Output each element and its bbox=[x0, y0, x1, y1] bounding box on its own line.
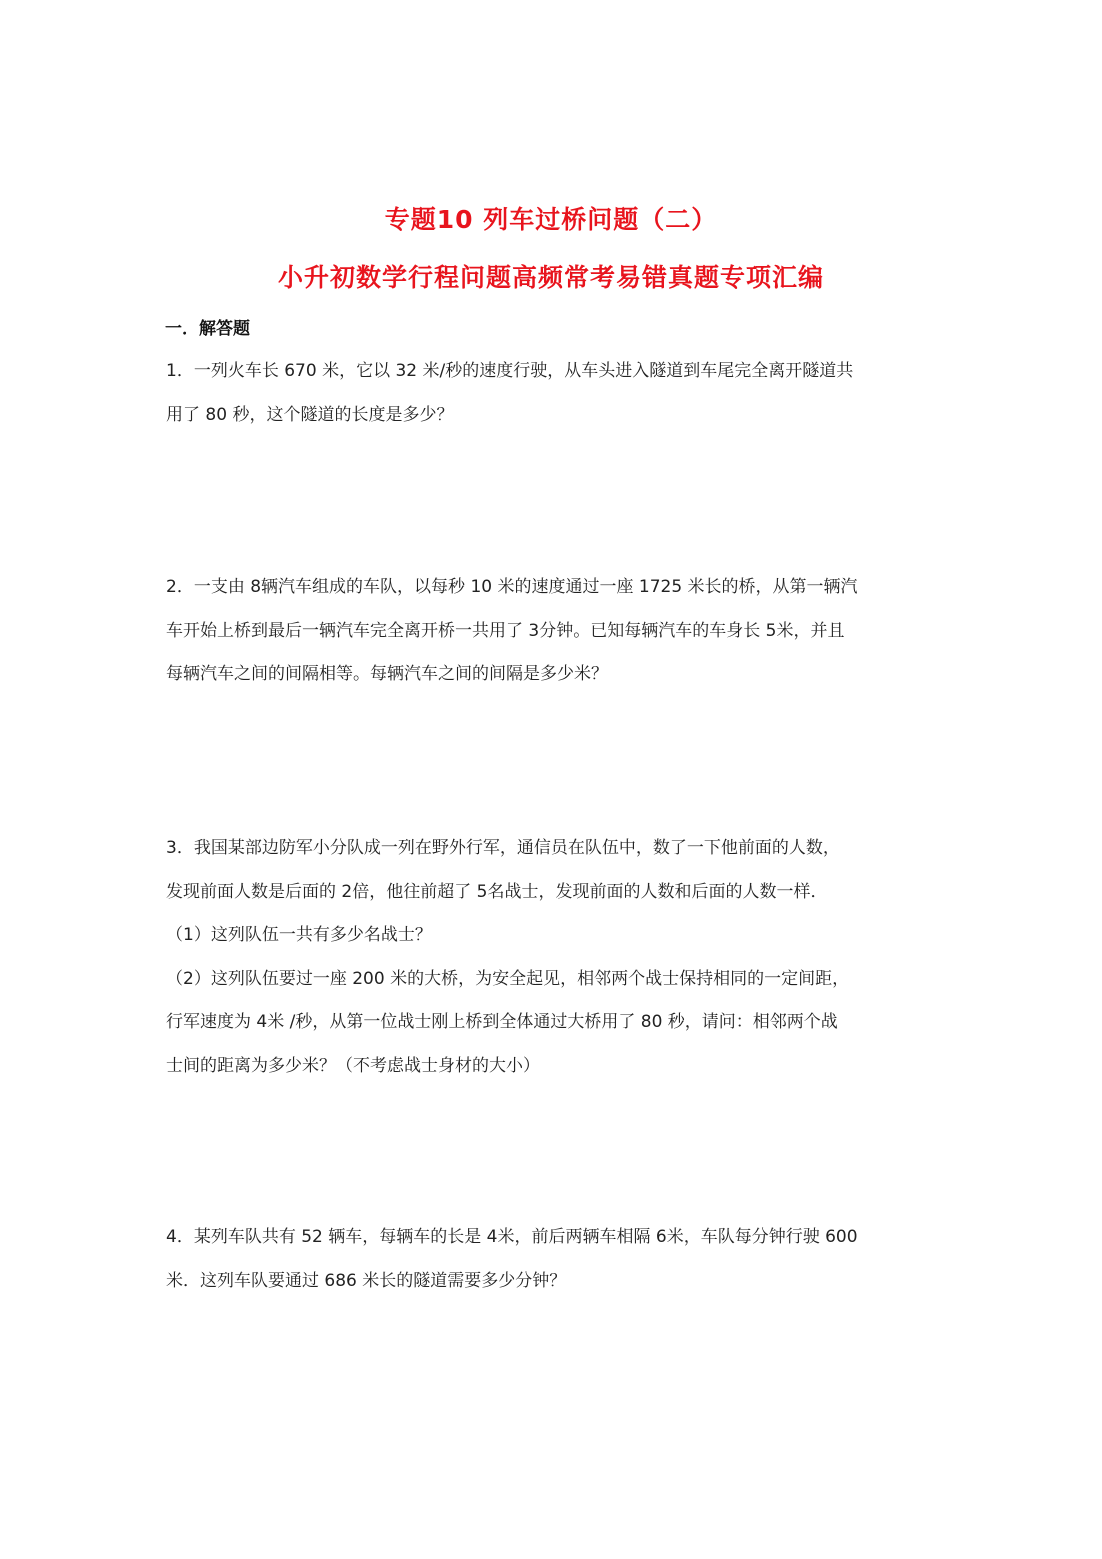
question-line: 3．我国某部边防军小分队成一列在野外行军，通信员在队伍中，数了一下他前面的人数， bbox=[166, 838, 840, 858]
question-line: 用了 80 秒，这个隧道的长度是多少？ bbox=[166, 404, 454, 425]
question-line: 每辆汽车之间的间隔相等。每辆汽车之间的间隔是多少米？ bbox=[166, 664, 608, 684]
section-heading: 一．解答题 bbox=[165, 319, 250, 339]
question-4 bbox=[166, 1216, 942, 1303]
question-line: 车开始上桥到最后一辆汽车完全离开桥一共用了 3分钟。已知每辆汽车的车身长 5米，并且 bbox=[166, 620, 845, 641]
question-line: 发现前面人数是后面的 2倍，他往前超了 5名战士，发现前面的人数和后面的人数一样． bbox=[166, 881, 828, 902]
question-subpart: （2）这列队伍要过一座 200 米的大桥，为安全起见，相邻两个战士保持相同的一定间距， bbox=[166, 968, 850, 989]
question-line: 士间的距离为多少米？（不考虑战士身材的大小） bbox=[166, 1055, 540, 1076]
question-line: 米．这列车队要通过 686 米长的隧道需要多少分钟？ bbox=[166, 1270, 567, 1291]
question-line: 行军速度为 4米 /秒，从第一位战士刚上桥到全体通过大桥用了 80 秒，请问：相邻两个战 bbox=[166, 1012, 838, 1032]
question-1 bbox=[166, 350, 942, 437]
document-title: 专题10 列车过桥问题（二） bbox=[384, 205, 718, 234]
question-line: 4．某列车队共有 52 辆车，每辆车的长是 4米，前后两辆车相隔 6米，车队每分钟行驶 600 bbox=[166, 1227, 858, 1247]
question-line: 1．一列火车长 670 米，它以 32 米/秒的速度行驶，从车头进入隧道到车尾完全离开隧道共 bbox=[166, 361, 854, 381]
question-line: 2．一支由 8辆汽车组成的车队，以每秒 10 米的速度通过一座 1725 米长的桥，从第一辆汽 bbox=[166, 577, 858, 597]
question-2 bbox=[166, 566, 942, 697]
question-3 bbox=[166, 827, 942, 1088]
document-subtitle: 小升初数学行程问题高频常考易错真题专项汇编 bbox=[277, 263, 824, 292]
question-subpart: （1）这列队伍一共有多少名战士？ bbox=[166, 925, 432, 945]
